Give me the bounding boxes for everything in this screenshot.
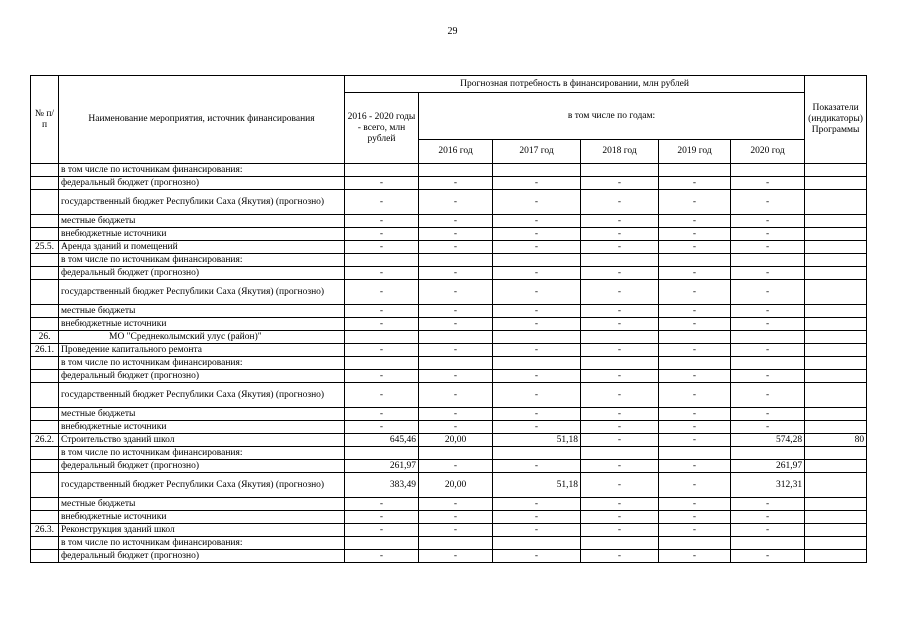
cell-2019: - xyxy=(659,511,731,524)
cell-2016: - xyxy=(419,498,493,511)
cell-2020: - xyxy=(731,550,805,563)
cell-2019: - xyxy=(659,280,731,305)
cell-name: внебюджетные источники xyxy=(59,228,345,241)
cell-name: местные бюджеты xyxy=(59,408,345,421)
cell-2020: - xyxy=(731,177,805,190)
table-row xyxy=(31,408,867,421)
cell-2017: - xyxy=(493,498,581,511)
table-row xyxy=(31,164,867,177)
cell-num xyxy=(31,254,59,267)
cell-2018: - xyxy=(581,421,659,434)
cell-indicator xyxy=(805,383,867,408)
cell-2020: - xyxy=(731,408,805,421)
cell-2016: - xyxy=(419,318,493,331)
table-row xyxy=(31,511,867,524)
cell-2017: - xyxy=(493,408,581,421)
cell-name: в том числе по источникам финансирования: xyxy=(59,254,345,267)
table-row xyxy=(31,357,867,370)
cell-name: в том числе по источникам финансирования: xyxy=(59,537,345,550)
cell-num xyxy=(31,305,59,318)
cell-indicator xyxy=(805,280,867,305)
cell-2019: - xyxy=(659,318,731,331)
header-year-2019: 2019 год xyxy=(659,140,731,164)
cell-indicator xyxy=(805,524,867,537)
cell-num: 26.2. xyxy=(31,434,59,447)
cell-indicator xyxy=(805,267,867,280)
cell-num xyxy=(31,447,59,460)
cell-num xyxy=(31,383,59,408)
cell-2016 xyxy=(419,537,493,550)
cell-total: - xyxy=(345,305,419,318)
cell-2020 xyxy=(731,331,805,344)
cell-indicator xyxy=(805,190,867,215)
table-row xyxy=(31,280,867,305)
cell-2016 xyxy=(419,447,493,460)
cell-num xyxy=(31,190,59,215)
cell-indicator xyxy=(805,344,867,357)
header-indicators: Показатели (индикаторы) Программы xyxy=(805,76,867,164)
cell-num xyxy=(31,357,59,370)
cell-2017: - xyxy=(493,370,581,383)
cell-2017: - xyxy=(493,190,581,215)
cell-2017: - xyxy=(493,318,581,331)
cell-2018 xyxy=(581,447,659,460)
cell-indicator xyxy=(805,460,867,473)
cell-num xyxy=(31,511,59,524)
cell-2016 xyxy=(419,164,493,177)
table-row xyxy=(31,241,867,254)
cell-2017 xyxy=(493,357,581,370)
cell-2019: - xyxy=(659,228,731,241)
cell-2016: - xyxy=(419,460,493,473)
cell-total: 383,49 xyxy=(345,473,419,498)
cell-2016: 20,00 xyxy=(419,473,493,498)
cell-num xyxy=(31,318,59,331)
cell-num: 25.5. xyxy=(31,241,59,254)
cell-2018 xyxy=(581,537,659,550)
cell-name: федеральный бюджет (прогнозно) xyxy=(59,370,345,383)
cell-name: государственный бюджет Республики Саха (Якутия) (прогнозно) xyxy=(59,190,345,215)
cell-name: федеральный бюджет (прогнозно) xyxy=(59,267,345,280)
cell-total: - xyxy=(345,421,419,434)
cell-indicator xyxy=(805,511,867,524)
cell-name: Проведение капитального ремонта xyxy=(59,344,345,357)
cell-indicator xyxy=(805,241,867,254)
cell-2017: - xyxy=(493,511,581,524)
cell-total: - xyxy=(345,550,419,563)
cell-2019: - xyxy=(659,550,731,563)
cell-2016: - xyxy=(419,280,493,305)
header-year-2018: 2018 год xyxy=(581,140,659,164)
cell-num xyxy=(31,421,59,434)
cell-indicator xyxy=(805,357,867,370)
cell-total: - xyxy=(345,267,419,280)
cell-2019: - xyxy=(659,383,731,408)
header-year-2016: 2016 год xyxy=(419,140,493,164)
cell-2018: - xyxy=(581,318,659,331)
cell-2019 xyxy=(659,331,731,344)
header-group-title: Прогнозная потребность в финансировании, млн рублей xyxy=(345,76,805,93)
cell-num xyxy=(31,550,59,563)
cell-2018: - xyxy=(581,177,659,190)
cell-indicator xyxy=(805,498,867,511)
cell-2020: - xyxy=(731,228,805,241)
cell-2020: - xyxy=(731,383,805,408)
cell-2018: - xyxy=(581,215,659,228)
cell-num xyxy=(31,267,59,280)
cell-2020: 574,28 xyxy=(731,434,805,447)
cell-total: - xyxy=(345,370,419,383)
cell-name: местные бюджеты xyxy=(59,215,345,228)
header-year-2020: 2020 год xyxy=(731,140,805,164)
table-row xyxy=(31,177,867,190)
cell-2017: - xyxy=(493,241,581,254)
cell-2017: - xyxy=(493,215,581,228)
cell-2020: - xyxy=(731,318,805,331)
cell-num xyxy=(31,177,59,190)
cell-indicator xyxy=(805,228,867,241)
cell-total xyxy=(345,164,419,177)
cell-indicator xyxy=(805,177,867,190)
cell-2017: - xyxy=(493,267,581,280)
cell-2017: 51,18 xyxy=(493,434,581,447)
cell-2020: - xyxy=(731,215,805,228)
cell-indicator xyxy=(805,370,867,383)
cell-2019: - xyxy=(659,370,731,383)
cell-total xyxy=(345,537,419,550)
cell-2020: - xyxy=(731,421,805,434)
cell-2020: 312,31 xyxy=(731,473,805,498)
cell-num: 26.3. xyxy=(31,524,59,537)
cell-total: - xyxy=(345,241,419,254)
cell-total xyxy=(345,447,419,460)
cell-2020: 261,97 xyxy=(731,460,805,473)
cell-2019: - xyxy=(659,267,731,280)
cell-2018: - xyxy=(581,498,659,511)
cell-2018: - xyxy=(581,305,659,318)
cell-num xyxy=(31,408,59,421)
cell-2016: - xyxy=(419,228,493,241)
cell-2019 xyxy=(659,164,731,177)
cell-total: - xyxy=(345,524,419,537)
table-row xyxy=(31,473,867,498)
cell-2017 xyxy=(493,447,581,460)
header-year-2017: 2017 год xyxy=(493,140,581,164)
table-row xyxy=(31,370,867,383)
cell-indicator xyxy=(805,421,867,434)
cell-2020: - xyxy=(731,305,805,318)
cell-name: государственный бюджет Республики Саха (Якутия) (прогнозно) xyxy=(59,280,345,305)
cell-num xyxy=(31,280,59,305)
cell-name: федеральный бюджет (прогнозно) xyxy=(59,550,345,563)
table-header xyxy=(31,76,867,164)
cell-total: - xyxy=(345,228,419,241)
cell-2019: - xyxy=(659,460,731,473)
table-row xyxy=(31,190,867,215)
cell-num xyxy=(31,498,59,511)
cell-indicator xyxy=(805,305,867,318)
cell-2018 xyxy=(581,331,659,344)
cell-2018: - xyxy=(581,228,659,241)
cell-2020: - xyxy=(731,190,805,215)
header-num: № п/п xyxy=(31,76,59,164)
cell-2020: - xyxy=(731,524,805,537)
cell-indicator xyxy=(805,550,867,563)
cell-total: 645,46 xyxy=(345,434,419,447)
cell-total: - xyxy=(345,190,419,215)
cell-2019: - xyxy=(659,524,731,537)
cell-2019 xyxy=(659,537,731,550)
cell-total: 261,97 xyxy=(345,460,419,473)
cell-2018: - xyxy=(581,383,659,408)
cell-2016: 20,00 xyxy=(419,434,493,447)
cell-2019 xyxy=(659,447,731,460)
cell-indicator xyxy=(805,537,867,550)
cell-indicator xyxy=(805,408,867,421)
cell-2018: - xyxy=(581,267,659,280)
cell-num: 26.1. xyxy=(31,344,59,357)
cell-2018: - xyxy=(581,408,659,421)
cell-2018: - xyxy=(581,280,659,305)
table-row xyxy=(31,254,867,267)
cell-total: - xyxy=(345,280,419,305)
cell-2018: - xyxy=(581,190,659,215)
cell-2019: - xyxy=(659,305,731,318)
table-body xyxy=(31,164,867,563)
cell-name: в том числе по источникам финансирования: xyxy=(59,164,345,177)
table-row xyxy=(31,434,867,447)
page-number: 29 xyxy=(447,26,458,37)
cell-indicator xyxy=(805,215,867,228)
cell-2017: - xyxy=(493,421,581,434)
table-row xyxy=(31,215,867,228)
table-row xyxy=(31,331,867,344)
cell-name: государственный бюджет Республики Саха (Якутия) (прогнозно) xyxy=(59,473,345,498)
cell-indicator xyxy=(805,318,867,331)
cell-2019: - xyxy=(659,408,731,421)
table-row xyxy=(31,305,867,318)
cell-2018: - xyxy=(581,434,659,447)
cell-2018: - xyxy=(581,241,659,254)
cell-2019: - xyxy=(659,241,731,254)
cell-2016: - xyxy=(419,383,493,408)
cell-name: внебюджетные источники xyxy=(59,511,345,524)
cell-2016: - xyxy=(419,241,493,254)
cell-2019 xyxy=(659,254,731,267)
cell-num xyxy=(31,473,59,498)
cell-2016: - xyxy=(419,550,493,563)
cell-name: федеральный бюджет (прогнозно) xyxy=(59,460,345,473)
cell-2020: - xyxy=(731,370,805,383)
cell-2017: - xyxy=(493,550,581,563)
cell-2016 xyxy=(419,254,493,267)
cell-name: Аренда зданий и помещений xyxy=(59,241,345,254)
cell-2020: - xyxy=(731,267,805,280)
cell-total: - xyxy=(345,383,419,408)
cell-2020: - xyxy=(731,498,805,511)
cell-2016: - xyxy=(419,190,493,215)
cell-num: 26. xyxy=(31,331,59,344)
cell-2016 xyxy=(419,357,493,370)
cell-indicator xyxy=(805,254,867,267)
cell-2017: - xyxy=(493,228,581,241)
cell-name: в том числе по источникам финансирования: xyxy=(59,357,345,370)
cell-num xyxy=(31,215,59,228)
table-row xyxy=(31,498,867,511)
cell-2018 xyxy=(581,254,659,267)
cell-total xyxy=(345,357,419,370)
cell-2016: - xyxy=(419,421,493,434)
cell-2019: - xyxy=(659,177,731,190)
table-row xyxy=(31,421,867,434)
cell-num xyxy=(31,164,59,177)
cell-2019: - xyxy=(659,434,731,447)
cell-2018 xyxy=(581,357,659,370)
cell-2016: - xyxy=(419,215,493,228)
cell-2020: - xyxy=(731,280,805,305)
table-row xyxy=(31,318,867,331)
cell-2016: - xyxy=(419,305,493,318)
cell-name: федеральный бюджет (прогнозно) xyxy=(59,177,345,190)
cell-2018: - xyxy=(581,460,659,473)
cell-2017: - xyxy=(493,344,581,357)
cell-2016: - xyxy=(419,511,493,524)
cell-2016: - xyxy=(419,408,493,421)
cell-2017: 51,18 xyxy=(493,473,581,498)
cell-2017 xyxy=(493,537,581,550)
cell-name: Реконструкция зданий школ xyxy=(59,524,345,537)
cell-total xyxy=(345,254,419,267)
cell-2020: - xyxy=(731,511,805,524)
cell-indicator xyxy=(805,331,867,344)
table-row xyxy=(31,383,867,408)
cell-2018: - xyxy=(581,524,659,537)
cell-2019: - xyxy=(659,190,731,215)
cell-2019: - xyxy=(659,344,731,357)
cell-2020: - xyxy=(731,344,805,357)
cell-2018: - xyxy=(581,511,659,524)
cell-2017: - xyxy=(493,280,581,305)
cell-2018: - xyxy=(581,550,659,563)
cell-indicator xyxy=(805,447,867,460)
table-row xyxy=(31,228,867,241)
cell-2017: - xyxy=(493,177,581,190)
cell-2017 xyxy=(493,164,581,177)
table-row xyxy=(31,447,867,460)
cell-2019: - xyxy=(659,421,731,434)
cell-2018: - xyxy=(581,370,659,383)
cell-2016: - xyxy=(419,370,493,383)
cell-2017: - xyxy=(493,383,581,408)
cell-2019: - xyxy=(659,215,731,228)
cell-name: местные бюджеты xyxy=(59,305,345,318)
table-row xyxy=(31,267,867,280)
cell-2017: - xyxy=(493,524,581,537)
cell-indicator xyxy=(805,164,867,177)
cell-2020 xyxy=(731,537,805,550)
header-total: 2016 - 2020 годы - всего, млн рублей xyxy=(345,93,419,164)
cell-name: в том числе по источникам финансирования: xyxy=(59,447,345,460)
cell-num xyxy=(31,228,59,241)
cell-name: внебюджетные источники xyxy=(59,318,345,331)
cell-2020 xyxy=(731,254,805,267)
cell-name: внебюджетные источники xyxy=(59,421,345,434)
cell-2016: - xyxy=(419,267,493,280)
cell-2017: - xyxy=(493,460,581,473)
cell-2018: - xyxy=(581,473,659,498)
cell-total xyxy=(345,331,419,344)
cell-2016: - xyxy=(419,177,493,190)
cell-name: Строительство зданий школ xyxy=(59,434,345,447)
cell-2020 xyxy=(731,164,805,177)
cell-2016: - xyxy=(419,524,493,537)
cell-2017 xyxy=(493,254,581,267)
cell-total: - xyxy=(345,498,419,511)
cell-name: государственный бюджет Республики Саха (Якутия) (прогнозно) xyxy=(59,383,345,408)
cell-total: - xyxy=(345,344,419,357)
cell-2018: - xyxy=(581,344,659,357)
table-row xyxy=(31,537,867,550)
cell-2016 xyxy=(419,331,493,344)
cell-2019: - xyxy=(659,473,731,498)
table-row xyxy=(31,460,867,473)
cell-name: местные бюджеты xyxy=(59,498,345,511)
cell-2019: - xyxy=(659,498,731,511)
cell-indicator: 80 xyxy=(805,434,867,447)
header-by-years: в том числе по годам: xyxy=(419,93,805,140)
cell-total: - xyxy=(345,177,419,190)
table-row xyxy=(31,524,867,537)
table-row xyxy=(31,550,867,563)
table-row xyxy=(31,344,867,357)
cell-num xyxy=(31,370,59,383)
cell-2017: - xyxy=(493,305,581,318)
cell-num xyxy=(31,460,59,473)
cell-total: - xyxy=(345,408,419,421)
cell-2018 xyxy=(581,164,659,177)
header-name: Наименование мероприятия, источник финансирования xyxy=(59,76,345,164)
cell-total: - xyxy=(345,318,419,331)
financing-table xyxy=(30,75,867,563)
cell-num xyxy=(31,537,59,550)
cell-2016: - xyxy=(419,344,493,357)
cell-name: МО "Среднеколымский улус (район)" xyxy=(59,331,345,344)
cell-2020 xyxy=(731,447,805,460)
cell-2019 xyxy=(659,357,731,370)
cell-indicator xyxy=(805,473,867,498)
cell-2020 xyxy=(731,357,805,370)
cell-total: - xyxy=(345,511,419,524)
cell-total: - xyxy=(345,215,419,228)
cell-2017 xyxy=(493,331,581,344)
cell-2020: - xyxy=(731,241,805,254)
